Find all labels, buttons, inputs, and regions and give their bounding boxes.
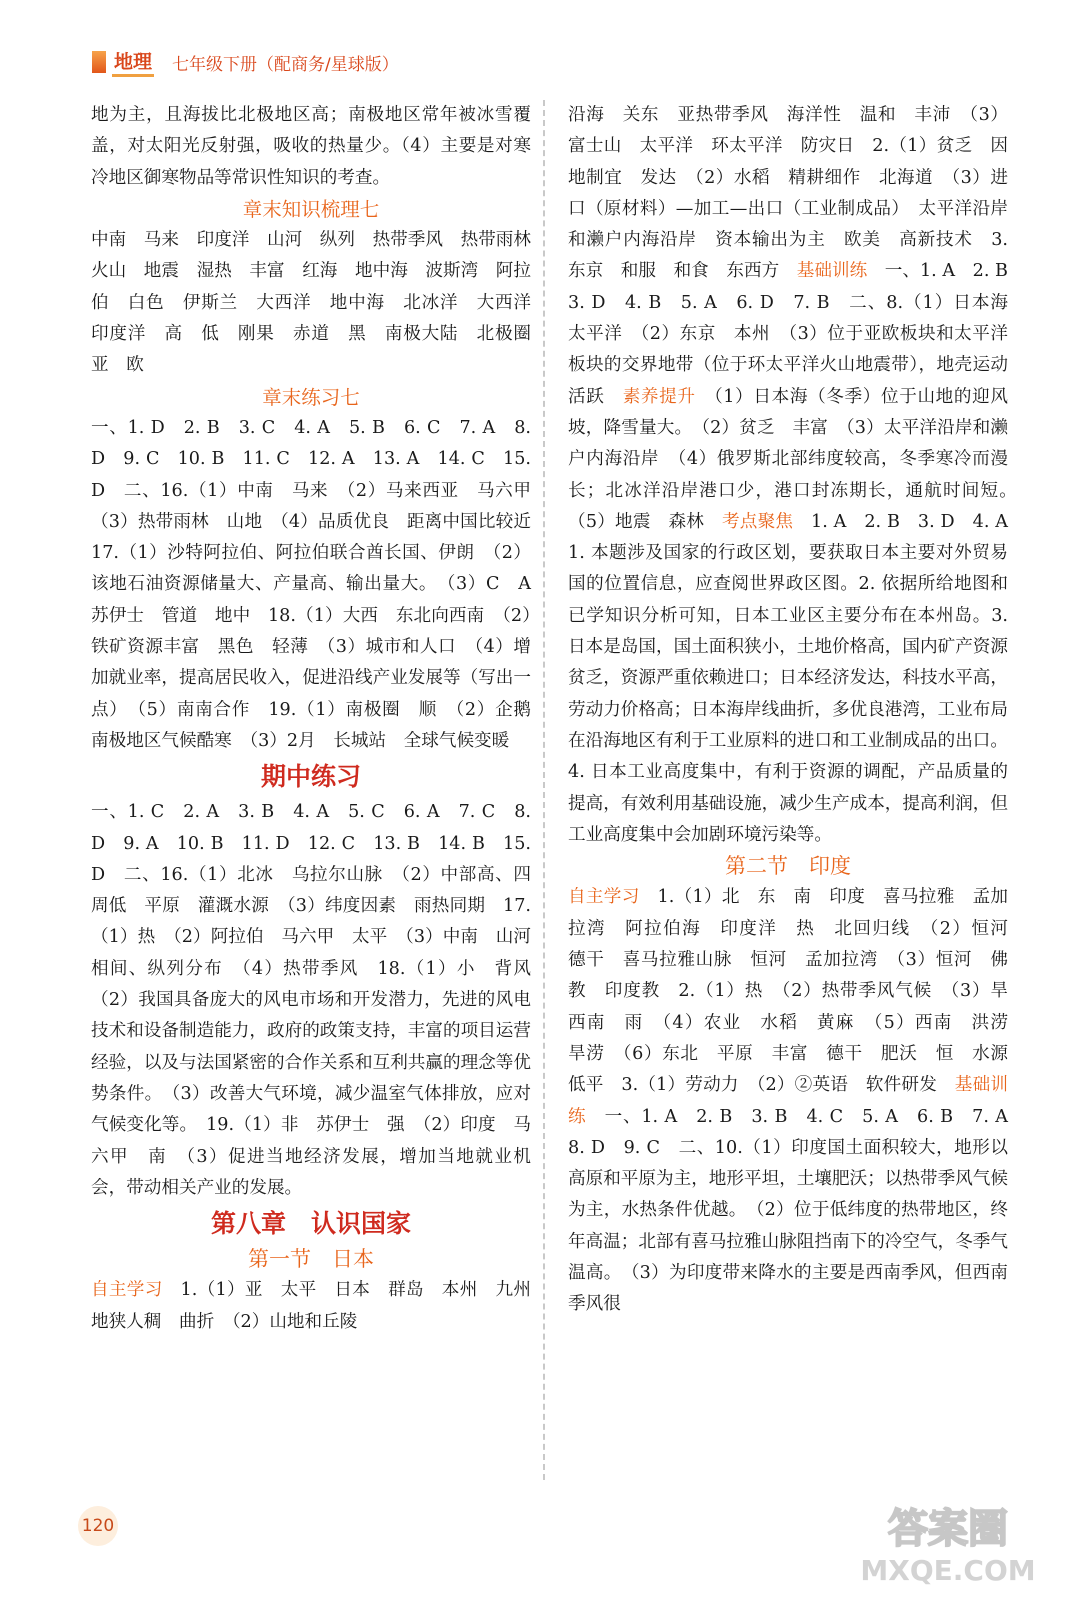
answer-paragraph: 中南 马来 印度洋 山河 纵列 热带季风 热带雨林 火山 地震 湿热 丰富 红海 地中海 波斯湾 阿拉伯 白色 伊斯兰 大西洋 地中海 北冰洋 大西洋 印度洋 高 低 刚果 赤道 黑 南极大陆 北极圈 亚 欧	[91, 230, 549, 376]
answer-text: 1.（1）亚 太平 日本 群岛 本州 九州 地狭人稠 曲折 （2）山地和丘陵	[91, 1280, 549, 1332]
label-tag: 自主学习	[91, 1280, 163, 1301]
answer-text: 1. A 2. B 3. D 4. A 1. 本题涉及国家的行政区划，要获取日本主要对外贸易国的位置信息，应查阅世界政区图。2. 依据所给地图和已学知识分析可知，日本工业区主要分布在本州岛。3. 日本是岛国，国土面积狭小，土地价格高，国内矿产资源贫乏，资源严重依赖进口；日本经济发达，科技水平高，劳动力价格高；日本海岸线曲折，多优良港湾，工业布局在沿海地区有利于工业原料的进口和工业制成品的出口。4. 日本工业高度集中，有利于资源的调配，产品质量的提高，有效利用基础设施，减少生产成本，提高利润，但工业高度集中会加剧环境污染等。	[568, 511, 1026, 845]
answer-paragraph	[568, 100, 1026, 851]
page-number: 120	[78, 1506, 118, 1546]
left-column	[91, 100, 549, 1338]
watermark-url-text: MXQE.COM	[860, 1554, 1036, 1587]
page-header	[92, 44, 399, 80]
right-column	[568, 100, 1026, 1321]
chapter-heading: 第八章 认识国家	[210, 1209, 411, 1239]
answer-text: 一、1. A 2. B 3. B 4. C 5. A 6. B 7. A 8. D 9. C 二、10.（1）印度国土面积较大，地形以高原和平原为主，地形平坦，土壤肥沃；以热带季风气候为主，水热条件优越。 （2）位于低纬度的热带地区，终年高温；北部有喜马拉雅山脉阻挡南下的冷空气，冬季气温高。 （3）为印度带来降水的主要是西南季风，但西南季风很	[568, 1106, 1026, 1315]
answer-text: 1.（1）北 东 南 印度 喜马拉雅 孟加拉湾 阿拉伯海 印度洋 热 北回归线 （2）恒河 德干 喜马拉雅山脉 恒河 孟加拉湾 （3）恒河 佛教 印度教 2.（1）热 （2）热带季风气候 （3）旱 西南 雨 （4）农业 水稻 黄麻 （5）西南 洪涝 旱涝 （6）东北 平原 丰富 德干 肥沃 恒 水源 低平 3.（1）劳动力 （2）②英语 软件研发	[568, 887, 1026, 1096]
answer-text: 沿海 关东 亚热带季风 海洋性 温和 丰沛 （3）富士山 太平洋 环太平洋 防灾日 2.（1）贫乏 因地制宜 发达 （2）水稻 精耕细作 北海道 （3）进口（原材料）—加工—出口（工业制成品） 太平洋沿岸和濑户内海沿岸 资本输出为主 欧美 高新技术 3. 东京 和服 和食 东西方	[568, 105, 1008, 282]
label-tag: 素养提升	[622, 386, 696, 407]
section-heading: 章末练习七	[262, 385, 360, 409]
answer-paragraph: 一、1. D 2. B 3. C 4. A 5. B 6. C 7. A 8. D 9. C 10. B 11. C 12. A 13. A 14. C 15. D 二、16.（1）中南 马来 （2）马来西亚 马六甲 （3）热带雨林 山地 （4）品质优良 距离中国比较近 17.（1）沙特阿拉伯、阿拉伯联合酋长国、伊朗 （2）该地石油资源储量大、产量高、输出量大。 （3）C A 苏伊士 管道 地中 18.（1）大西 东北向西南 （2）铁矿资源丰富 黑色 轻薄 （3）城市和人口 （4）增加就业率，提高居民收入，促进沿线产业发展等（写出一点） （5）南南合作 19.（1）南极圈 顺 （2）企鹅 南极地区气候酷寒 （3）2月 长城站 全球气候变暖	[91, 417, 549, 751]
header-mark-icon	[92, 51, 106, 73]
subsection-heading: 第二节 印度	[725, 854, 851, 879]
answer-paragraph	[91, 1275, 549, 1338]
watermark-big-text: 答案圈	[888, 1506, 1008, 1552]
watermark-logo	[838, 1490, 1058, 1590]
header-subject: 地理	[112, 47, 154, 77]
section-heading: 章末知识梳理七	[242, 197, 380, 221]
label-tag: 考点聚焦	[721, 511, 794, 532]
answer-text: 一、1. A 2. B 3. D 4. B 5. A 6. D 7. B 二、8.（1）日本海 太平洋 （2）东京 本州 （3）位于亚欧板块和太平洋板块的交界地带（位于环太平洋火山地震带），地壳运动活跃	[568, 261, 1026, 407]
label-tag: 基础训练	[568, 1075, 1008, 1127]
label-tag: 基础训练	[796, 261, 868, 282]
answer-paragraph: 地为主，且海拔比北极地区高；南极地区常年被冰雪覆盖，对太阳光反射强，吸收的热量少。（4）主要是对寒冷地区御寒物品等常识性知识的考查。	[91, 105, 531, 188]
answer-paragraph	[568, 882, 1026, 1320]
answer-text: （1）日本海（冬季）位于山地的迎风坡，降雪量大。 （2）贫乏 丰富 （3）太平洋沿岸和濑户内海沿岸 （4）俄罗斯北部纬度较高，冬季寒冷而漫长；北冰洋沿岸港口少，港口封冻期长，通航时间短。 （5）地震 森林	[568, 386, 1026, 532]
subsection-heading: 第一节 日本	[248, 1247, 374, 1272]
answer-paragraph: 一、1. C 2. A 3. B 4. A 5. C 6. A 7. C 8. D 9. A 10. B 11. D 12. C 13. B 14. B 15. D 二、16.（1）北冰 乌拉尔山脉 （2）中部高、四周低 平原 灌溉水源 （3）纬度因素 雨热同期 17.（1）热 （2）阿拉伯 马六甲 太平 （3）中南 山河相间、纵列分布 （4）热带季风 18.（1）小 背风 （2）我国具备庞大的风电市场和开发潜力，先进的风电技术和设备制造能力，政府的政策支持，丰富的项目运营经验，以及与法国紧密的合作关系和互利共赢的理念等优势条件。 （3）改善大气环境，减少温室气体排放，应对气候变化等。 19.（1）非 苏伊士 强 （2）印度 马六甲 南 （3）促进当地经济发展，增加当地就业机会，带动相关产业的发展。	[91, 802, 549, 1198]
label-tag: 自主学习	[568, 887, 640, 908]
header-book-title: 七年级下册（配商务/星球版）	[172, 54, 399, 75]
exam-heading: 期中练习	[260, 762, 361, 792]
